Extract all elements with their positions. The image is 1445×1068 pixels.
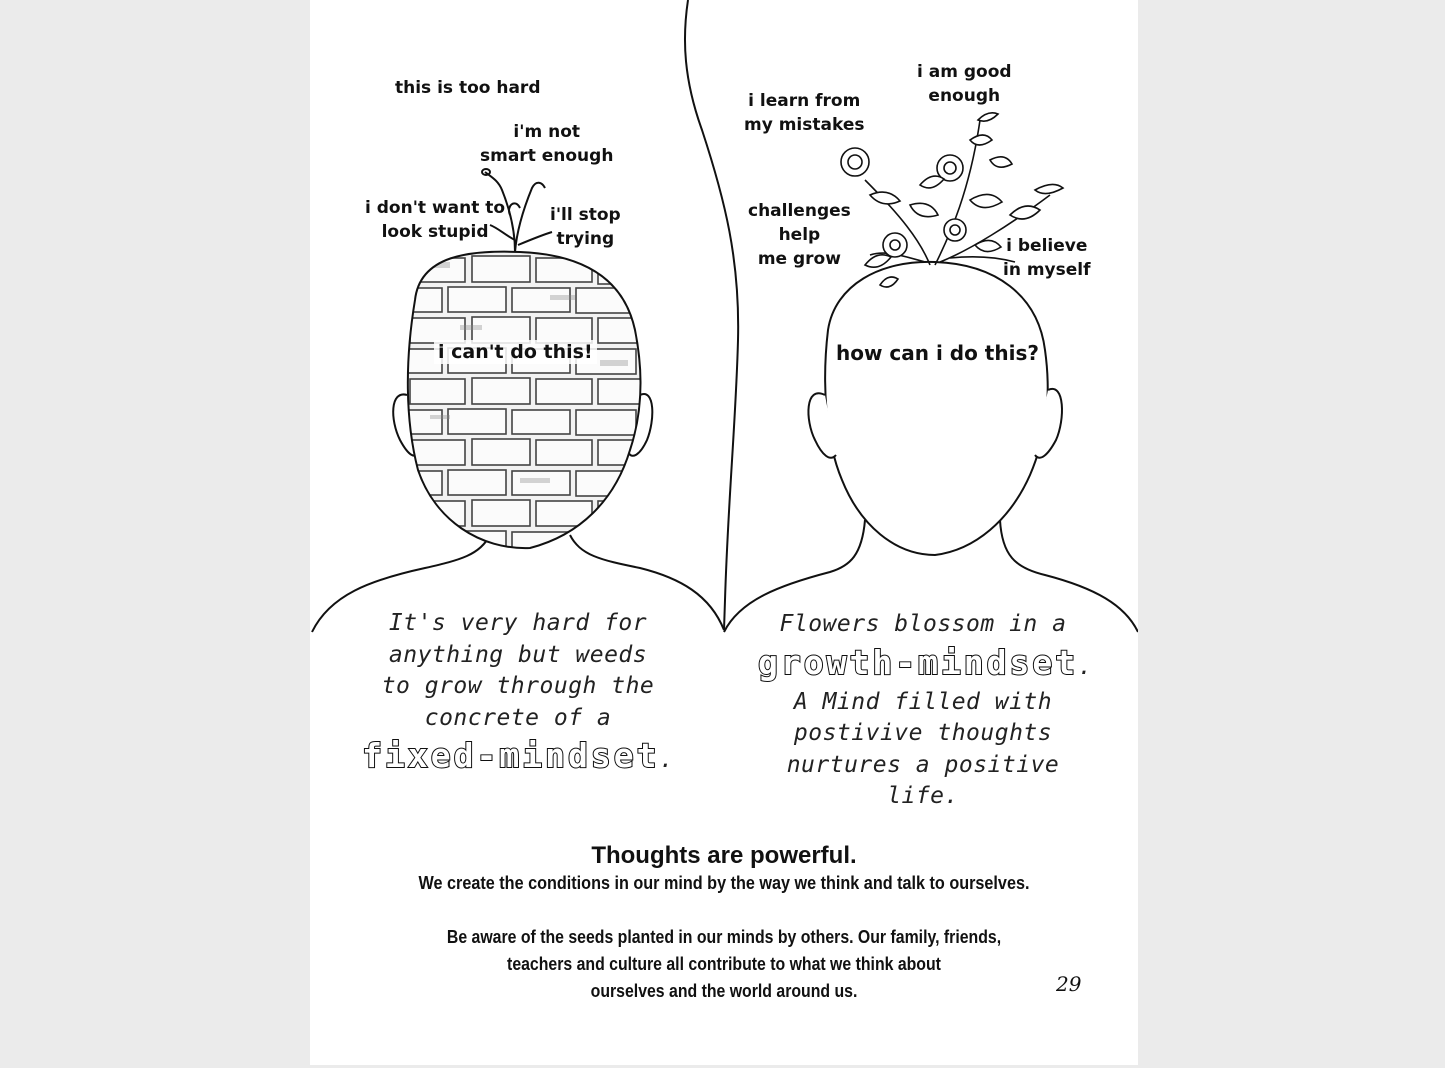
awareness-line-2: teachers and culture all contribute to what we think about xyxy=(507,954,941,974)
growth-mindset-word: growth-mindset xyxy=(758,642,1079,682)
thought-not-smart-enough: i'm not smart enough xyxy=(480,122,614,166)
divider-line xyxy=(685,0,738,630)
thought-stop-trying: i'll stop trying xyxy=(550,205,621,249)
fixed-mindset-word: fixed-mindset xyxy=(362,736,660,775)
thought-look-stupid: i don't want to look stupid xyxy=(365,198,506,242)
thought-good-enough: i am good enough xyxy=(917,62,1012,106)
intro-sentence: We create the conditions in our mind by the way we think and talk to ourselves. xyxy=(418,873,1030,893)
fixed-mindset-caption: It's very hard for anything but weeds to grow through the concrete of a fixed-mindset. xyxy=(362,610,674,775)
illustration xyxy=(310,0,1138,1065)
brick-texture xyxy=(400,245,650,565)
inner-thought-cant-do: i can't do this! xyxy=(434,340,597,364)
awareness-line-3: ourselves and the world around us. xyxy=(590,981,858,1001)
thought-this-is-too-hard: this is too hard xyxy=(395,78,541,98)
thought-challenges-help: challenges help me grow xyxy=(748,201,851,269)
worksheet-page xyxy=(310,0,1138,1065)
inner-thought-how-can: how can i do this? xyxy=(836,341,1039,365)
headline: Thoughts are powerful. xyxy=(591,842,857,869)
growth-mindset-caption: Flowers blossom in a growth-mindset. A Mind filled with postivive thoughts nurtures a positive life. xyxy=(758,611,1093,809)
thought-learn-from-mistakes: i learn from my mistakes xyxy=(744,91,865,135)
growth-head-outline xyxy=(825,262,1048,555)
thought-believe-in-myself: i believe in myself xyxy=(1003,236,1091,280)
awareness-line-1: Be aware of the seeds planted in our minds by others. Our family, friends, xyxy=(446,927,1002,947)
page-number: 29 xyxy=(1056,972,1082,996)
